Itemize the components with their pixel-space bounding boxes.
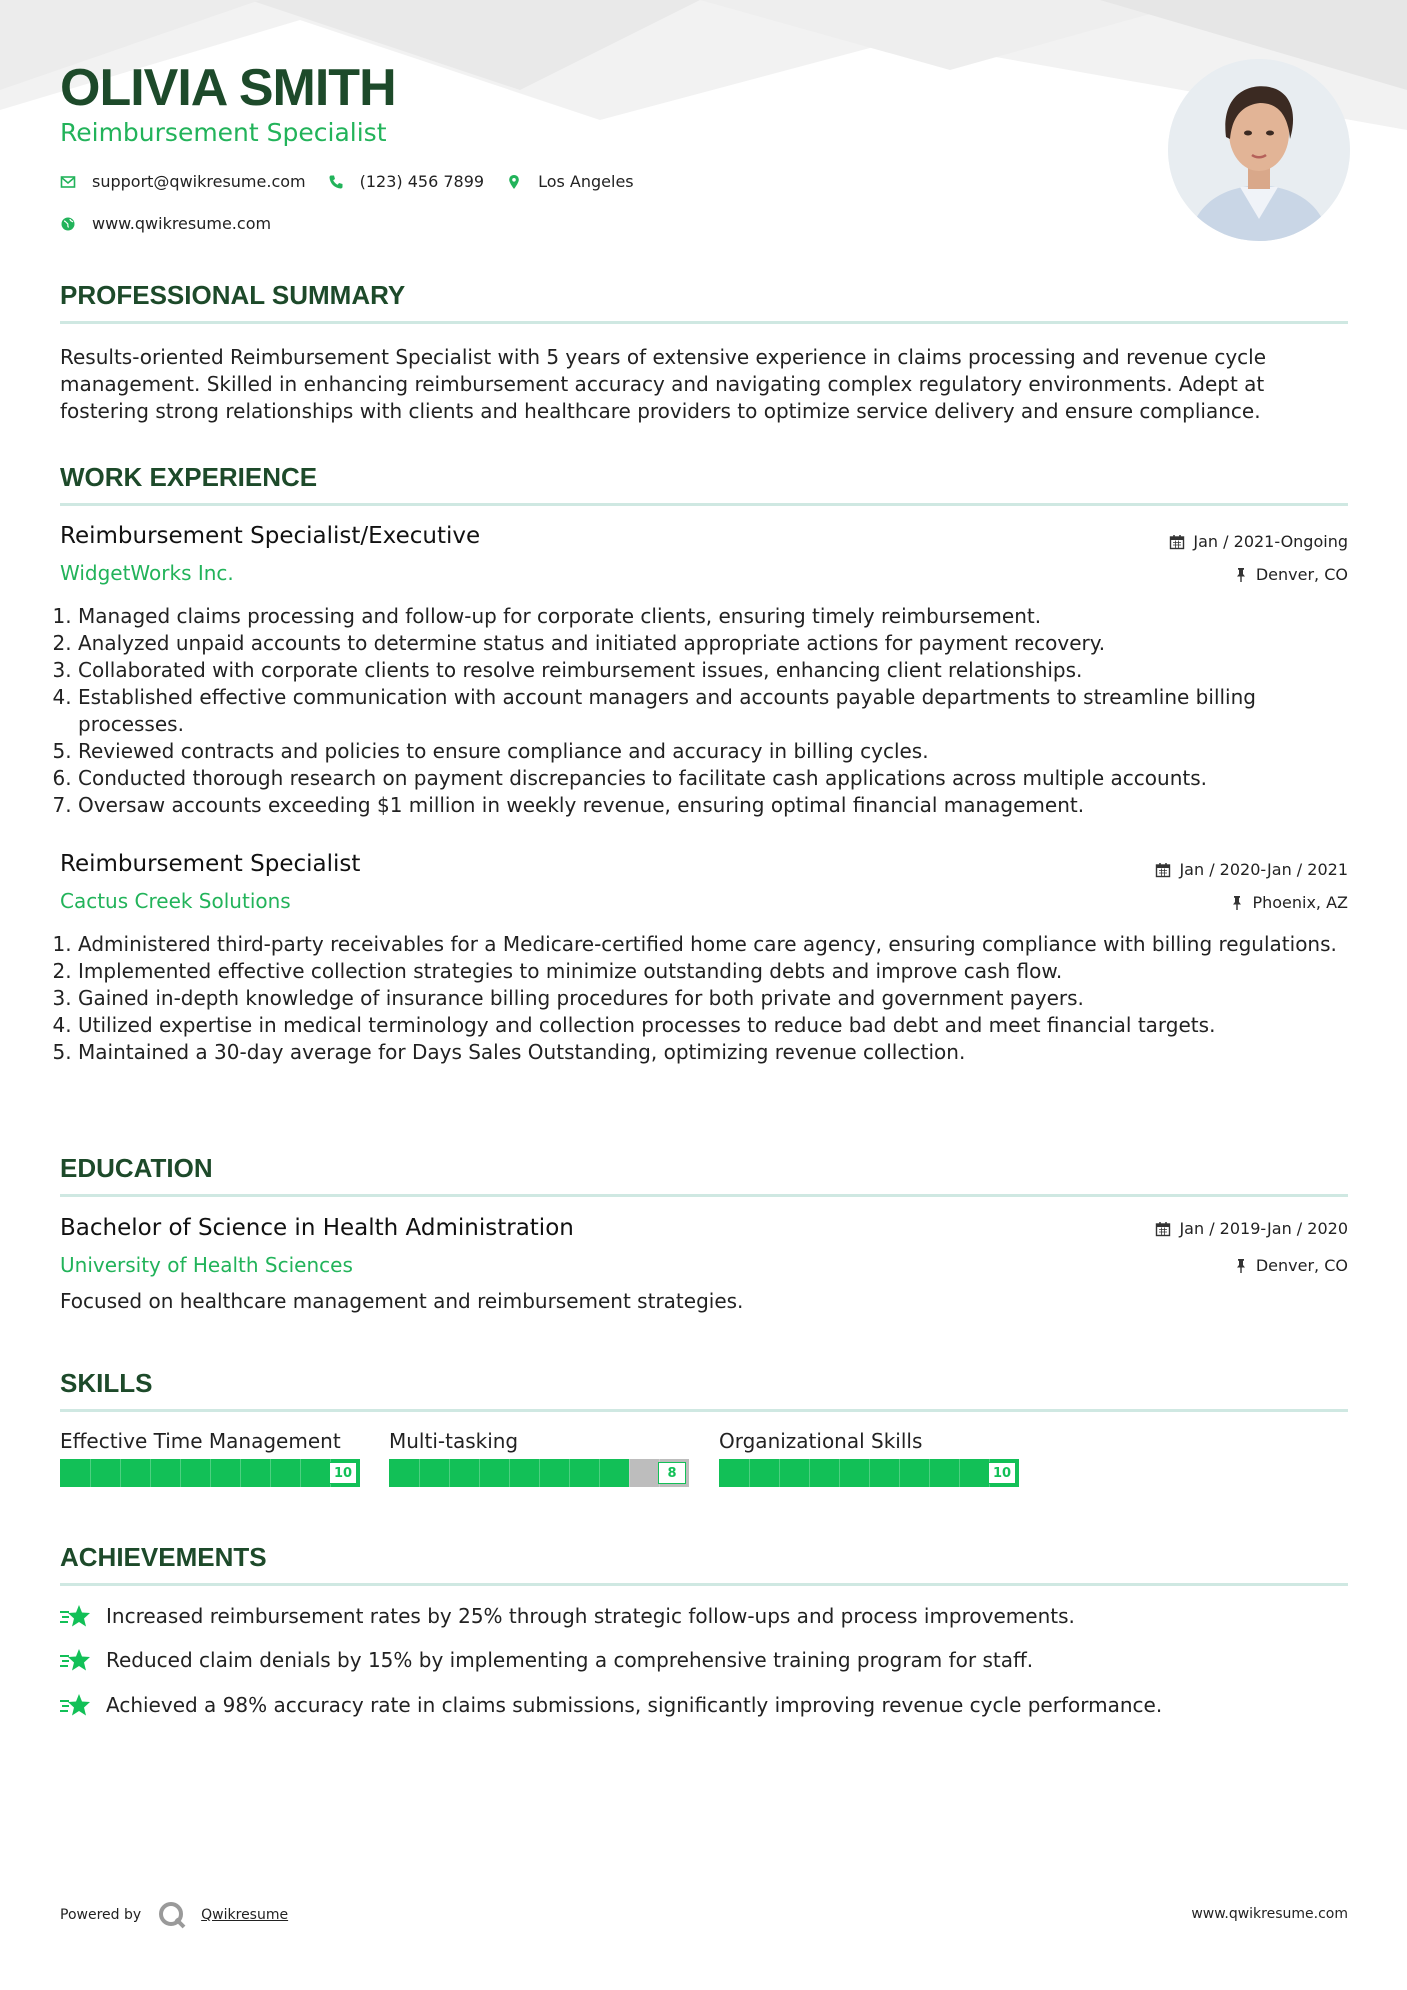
skill-bar-segment (629, 1459, 630, 1487)
contact-phone[interactable] (328, 172, 484, 191)
skill-bar-segment (300, 1459, 301, 1487)
achievement-text: Increased reimbursement rates by 25% through strategic follow-ups and process improvements. (106, 1604, 1075, 1628)
candidate-title: Reimbursement Specialist (60, 118, 387, 147)
skill-bar-segment (449, 1459, 450, 1487)
achievements-divider (60, 1583, 1348, 1586)
list-item: 6. Conducted thorough research on payment discrepancies to facilitate cash applications across multiple accounts. (78, 765, 1366, 792)
contact-row (60, 172, 656, 191)
skill-item (389, 1429, 689, 1487)
list-item: 4. Established effective communication with account managers and accounts payable departments to streamline billing processes. (78, 684, 1366, 738)
education-dates-text: Jan / 2019-Jan / 2020 (1179, 1219, 1348, 1238)
job-responsibilities (60, 931, 1366, 1066)
calendar-icon (1155, 862, 1171, 878)
star-icon (60, 1603, 92, 1629)
footer-powered-by (60, 1900, 288, 1930)
achievement-item (60, 1647, 1033, 1673)
skill-bar-segment (569, 1459, 570, 1487)
skill-bar-segment (210, 1459, 211, 1487)
skill-bar-segment (929, 1459, 930, 1487)
achievement-item (60, 1603, 1075, 1629)
degree-title: Bachelor of Science in Health Administration (60, 1215, 574, 1241)
star-icon (60, 1692, 92, 1718)
globe-icon (60, 216, 76, 232)
achievement-item (60, 1692, 1162, 1718)
skill-bar (389, 1459, 689, 1487)
list-item: 7. Oversaw accounts exceeding $1 million in weekly revenue, ensuring optimal financial management. (78, 792, 1366, 819)
company-name: Cactus Creek Solutions (60, 889, 291, 913)
skill-bar-segment (599, 1459, 600, 1487)
skill-bar-segment (749, 1459, 750, 1487)
job-title: Reimbursement Specialist (60, 851, 361, 877)
phone-text: (123) 456 7899 (359, 172, 485, 191)
skill-level: 10 (988, 1462, 1016, 1484)
star-icon (60, 1647, 92, 1673)
profile-photo (1168, 59, 1350, 241)
skill-item (719, 1429, 1019, 1487)
job-dates-text: Jan / 2021-Ongoing (1193, 532, 1348, 551)
qwikresume-logo-icon (157, 1900, 187, 1930)
education-location (1234, 1256, 1348, 1275)
education-divider (60, 1194, 1348, 1197)
skills-heading: SKILLS (60, 1368, 153, 1398)
contact-email[interactable] (60, 172, 306, 191)
pushpin-icon (1230, 895, 1244, 911)
education-heading: EDUCATION (60, 1153, 213, 1183)
contact-location (506, 172, 634, 191)
list-item: 4. Utilized expertise in medical terminology and collection processes to reduce bad debt and meet financial targets. (78, 1012, 1366, 1039)
job-location-text: Denver, CO (1255, 565, 1348, 584)
skill-label: Effective Time Management (60, 1429, 341, 1453)
pushpin-icon (1234, 567, 1248, 583)
summary-heading: PROFESSIONAL SUMMARY (60, 280, 406, 310)
skills-divider (60, 1409, 1348, 1412)
skill-bar (719, 1459, 1019, 1487)
skill-bar-segment (419, 1459, 420, 1487)
skill-label: Organizational Skills (719, 1429, 923, 1453)
phone-icon (328, 174, 344, 190)
skill-bar-segment (809, 1459, 810, 1487)
skill-label: Multi-tasking (389, 1429, 519, 1453)
skill-bar-segment (90, 1459, 91, 1487)
skill-bar-segment (120, 1459, 121, 1487)
skill-bar-segment (509, 1459, 510, 1487)
job-dates (1169, 532, 1348, 551)
education-dates (1155, 1219, 1348, 1238)
skill-bar-segment (839, 1459, 840, 1487)
skill-bar-segment (180, 1459, 181, 1487)
list-item: 3. Collaborated with corporate clients to resolve reimbursement issues, enhancing client relationships. (78, 657, 1366, 684)
skill-bar-segment (270, 1459, 271, 1487)
summary-text: Results-oriented Reimbursement Specialist with 5 years of extensive experience in claims processing and revenue cycle management. Skilled in enhancing reimbursement accuracy and navigating complex regulatory environments. Adept at fostering strong relationships with clients and healthcare providers to optimize service delivery and ensure compliance. (60, 345, 1267, 423)
list-item: 3. Gained in-depth knowledge of insurance billing procedures for both private and government payers. (78, 985, 1366, 1012)
list-item: 2. Implemented effective collection strategies to minimize outstanding debts and improve cash flow. (78, 958, 1366, 985)
experience-heading: WORK EXPERIENCE (60, 462, 318, 492)
qwikresume-link[interactable]: Qwikresume (201, 1907, 289, 1923)
job-location (1230, 893, 1348, 912)
list-item: 5. Reviewed contracts and policies to ensure compliance and accuracy in billing cycles. (78, 738, 1366, 765)
skill-item (60, 1429, 360, 1487)
website-text: www.qwikresume.com (92, 214, 272, 233)
school-name: University of Health Sciences (60, 1253, 353, 1277)
email-text: support@qwikresume.com (92, 172, 306, 191)
list-item: 1. Managed claims processing and follow-up for corporate clients, ensuring timely reimbursement. (78, 603, 1366, 630)
achievement-text: Achieved a 98% accuracy rate in claims submissions, significantly improving revenue cycle performance. (106, 1693, 1163, 1717)
calendar-icon (1169, 534, 1185, 550)
list-item: 5. Maintained a 30-day average for Days Sales Outstanding, optimizing revenue collection. (78, 1039, 1366, 1066)
skill-bar (60, 1459, 360, 1487)
map-pin-icon (506, 174, 522, 190)
job-location (1234, 565, 1348, 584)
achievements-heading: ACHIEVEMENTS (60, 1542, 267, 1572)
contact-website[interactable] (60, 214, 271, 233)
location-text: Los Angeles (538, 172, 634, 191)
education-description: Focused on healthcare management and reimbursement strategies. (60, 1289, 744, 1313)
job-dates-text: Jan / 2020-Jan / 2021 (1179, 860, 1348, 879)
job-title: Reimbursement Specialist/Executive (60, 523, 481, 549)
skill-level: 8 (658, 1462, 686, 1484)
company-name: WidgetWorks Inc. (60, 561, 234, 585)
skill-bar-segment (899, 1459, 900, 1487)
experience-divider (60, 503, 1348, 506)
powered-by-label: Powered by (60, 1907, 142, 1923)
skill-bar-segment (539, 1459, 540, 1487)
footer-website[interactable]: www.qwikresume.com (1191, 1906, 1348, 1922)
calendar-icon (1155, 1221, 1171, 1237)
avatar-illustration (1168, 59, 1350, 241)
achievement-text: Reduced claim denials by 15% by implementing a comprehensive training program for staff. (106, 1648, 1034, 1672)
pushpin-icon (1234, 1258, 1248, 1274)
job-responsibilities (60, 603, 1366, 819)
job-dates (1155, 860, 1348, 879)
skill-bar-segment (869, 1459, 870, 1487)
skill-bar-segment (779, 1459, 780, 1487)
summary-divider (60, 321, 1348, 324)
list-item: 1. Administered third-party receivables for a Medicare-certified home care agency, ensuring compliance with billing regulations. (78, 931, 1366, 958)
education-location-text: Denver, CO (1255, 1256, 1348, 1275)
skill-level: 10 (329, 1462, 357, 1484)
envelope-icon (60, 174, 76, 190)
skill-bar-segment (240, 1459, 241, 1487)
job-location-text: Phoenix, AZ (1252, 893, 1348, 912)
candidate-name: OLIVIA SMITH (60, 59, 396, 117)
skill-bar-segment (150, 1459, 151, 1487)
list-item: 2. Analyzed unpaid accounts to determine status and initiated appropriate actions for payment recovery. (78, 630, 1366, 657)
contact-row-2 (60, 214, 293, 233)
skill-bar-segment (959, 1459, 960, 1487)
skill-bar-segment (479, 1459, 480, 1487)
